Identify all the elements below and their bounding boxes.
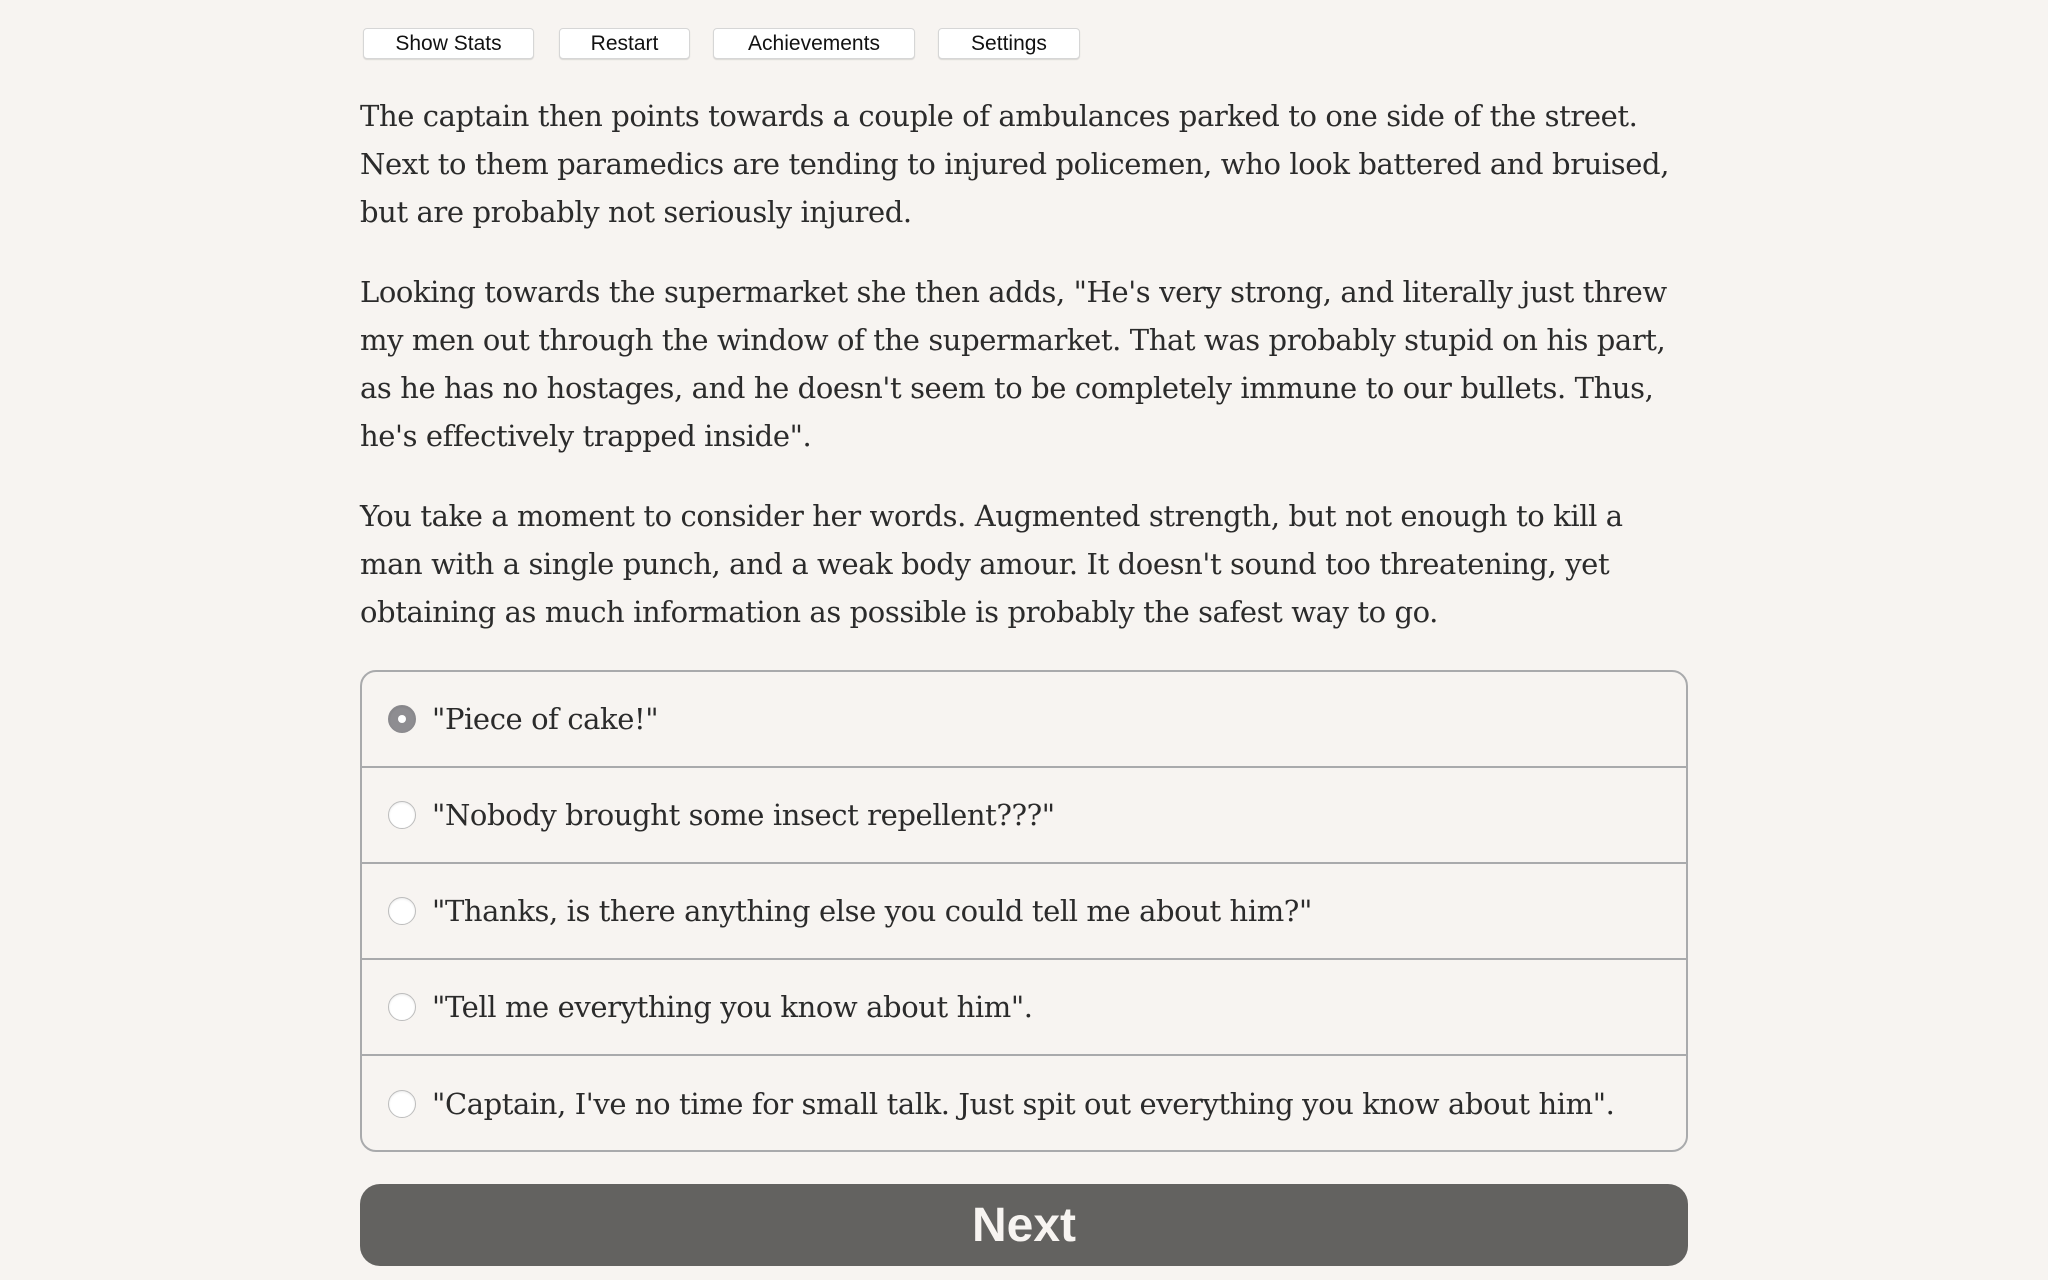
- choice-label: "Nobody brought some insect repellent???": [432, 798, 1055, 832]
- restart-button[interactable]: Restart: [559, 28, 690, 59]
- achievements-button[interactable]: Achievements: [713, 28, 915, 59]
- choice-option[interactable]: [362, 768, 1686, 864]
- choice-option[interactable]: [362, 1056, 1686, 1152]
- choice-option[interactable]: [362, 672, 1686, 768]
- radio-icon[interactable]: [388, 993, 416, 1021]
- radio-icon[interactable]: [388, 1090, 416, 1118]
- radio-icon[interactable]: [388, 801, 416, 829]
- radio-icon[interactable]: [388, 897, 416, 925]
- choice-label: "Tell me everything you know about him".: [432, 990, 1033, 1024]
- radio-selected-icon[interactable]: [388, 705, 416, 733]
- toolbar: [363, 28, 1080, 59]
- show-stats-button[interactable]: Show Stats: [363, 28, 534, 59]
- choice-label: "Piece of cake!": [432, 702, 659, 736]
- story-paragraph: Looking towards the supermarket she then adds, "He's very strong, and literally just threw my men out through the window of the supermarket. That was probably stupid on his part, as he has no hostages, and he doesn't seem to be completely immune to our bullets. Thus, he's effectively trapped inside".: [360, 275, 1667, 453]
- choice-list: [360, 670, 1688, 1152]
- choice-option[interactable]: [362, 960, 1686, 1056]
- choice-label: "Captain, I've no time for small talk. Just spit out everything you know about him".: [432, 1087, 1615, 1121]
- story-text: [360, 92, 1690, 668]
- story-paragraph: The captain then points towards a couple of ambulances parked to one side of the street. Next to them paramedics are tending to injured policemen, who look battered and bruised, but are probably not seriously injured.: [360, 99, 1670, 229]
- story-paragraph: You take a moment to consider her words. Augmented strength, but not enough to kill a man with a single punch, and a weak body amour. It doesn't sound too threatening, yet obtaining as much information as possible is probably the safest way to go.: [360, 499, 1623, 629]
- choice-option[interactable]: [362, 864, 1686, 960]
- settings-button[interactable]: Settings: [938, 28, 1080, 59]
- next-button[interactable]: Next: [360, 1184, 1688, 1266]
- choice-label: "Thanks, is there anything else you could tell me about him?": [432, 894, 1312, 928]
- radio-dot-icon: [398, 715, 406, 723]
